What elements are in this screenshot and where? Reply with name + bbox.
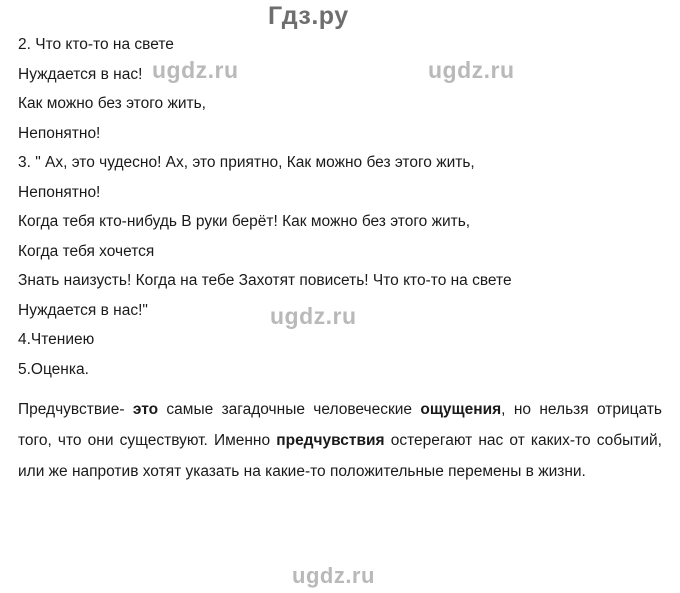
text-line: 2. Что кто-то на свете bbox=[18, 36, 174, 53]
watermark: ugdz.ru bbox=[428, 57, 515, 83]
text-line: Когда тебя хочется bbox=[18, 242, 155, 260]
text-line: 5.Оценка. bbox=[18, 360, 89, 378]
text-line: Когда тебя кто-нибудь В руки берёт! Как можно без этого жить, bbox=[18, 213, 471, 230]
text-line: Нуждается в нас!" bbox=[18, 301, 148, 319]
paragraph-part: , но нельзя отрицать того, что они существуют. Именно bbox=[18, 401, 662, 449]
text-line: Как можно без этого жить, bbox=[18, 95, 206, 112]
site-logo: Гдз.ру bbox=[268, 2, 349, 30]
text-line: 4.Чтениею bbox=[18, 331, 95, 348]
document-body bbox=[18, 30, 662, 487]
text-line: Непонятно! bbox=[18, 124, 101, 142]
watermark: ugdz.ru bbox=[152, 57, 239, 83]
text-line: 3. " Ах, это чудесно! Ах, это приятно, Как можно без этого жить, bbox=[18, 154, 475, 171]
watermark: ugdz.ru bbox=[292, 563, 375, 588]
paragraph-bold: предчувствия bbox=[276, 432, 385, 449]
paragraph-part: самые загадочные человеческие bbox=[158, 401, 421, 418]
paragraph-bold: это bbox=[132, 401, 159, 418]
watermark: ugdz.ru bbox=[270, 303, 357, 329]
text-line: Нуждается в нас! bbox=[18, 65, 143, 83]
paragraph-part: остерегают нас от каких-то событий, или же напротив хотят указать на какие-то положительные перемены в жизни. bbox=[18, 432, 662, 480]
paragraph-bold: ощущения bbox=[420, 401, 502, 418]
definition-paragraph bbox=[18, 394, 662, 487]
text-line: Знать наизусть! Когда на тебе Захотят повисеть! Что кто-то на свете bbox=[18, 272, 512, 289]
paragraph-part: Предчувствие- bbox=[18, 401, 133, 418]
text-line: Непонятно! bbox=[18, 183, 101, 201]
